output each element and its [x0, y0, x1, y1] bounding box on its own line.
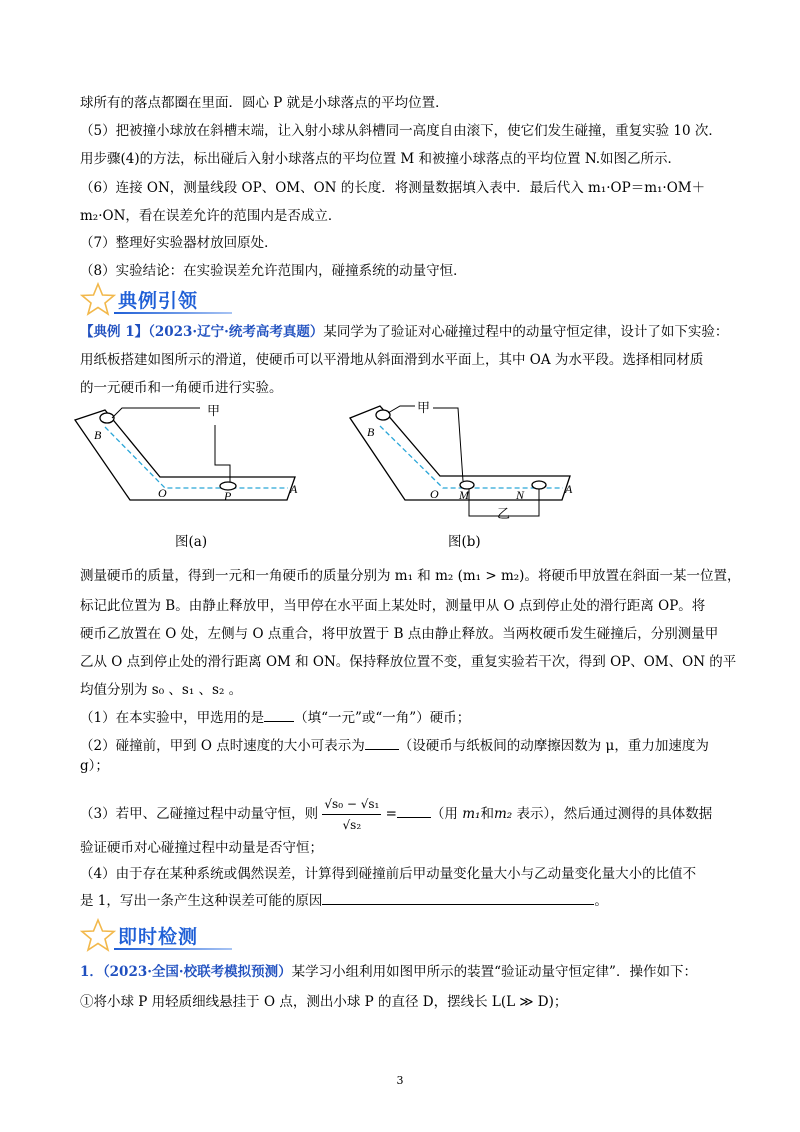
page-number: 3 [396, 1074, 404, 1087]
figure-b-diagram [345, 398, 585, 520]
intro-line-7: （8）实验结论：在实验误差允许范围内，碰撞系统的动量守恒． [80, 263, 467, 279]
label-m-b: M [459, 488, 469, 502]
problem-1-line-1 [80, 962, 697, 982]
intro-line-4: （6）连接 ON，测量线段 OP、OM、ON 的长度．将测量数据填入表中．最后代入 m₁·OP＝m₁·OM＋ [80, 180, 706, 196]
q3-denominator: √s₂ [342, 818, 362, 832]
example-tag: 【典例 1】 [80, 324, 149, 340]
q3-equals: = [385, 806, 397, 822]
problem-1-line-2: ①将小球 P 用轻质细线悬挂于 O 点，测出小球 P 的直径 D，摆线长 L(L ≫ D)； [80, 994, 568, 1010]
body-line-2: 标记此位置为 B。由静止释放甲，当甲停在水平面上某处时，测量甲从 O 点到停止处的滑行距离 OP。将 [80, 598, 706, 614]
q3-fraction [322, 794, 381, 835]
figure-b-caption: 图(b) [448, 534, 481, 550]
coin-jia-b [376, 410, 390, 420]
label-jia-a: 甲 [207, 405, 221, 418]
q1-blank[interactable] [264, 707, 294, 722]
q4-text: 是 1，写出一条产生这种误差可能的原因 [80, 893, 323, 909]
example-line-3: 的一元硬币和一角硬币进行实验。 [80, 380, 283, 396]
body-line-1: 测量硬币的质量，得到一元和一角硬币的质量分别为 m₁ 和 m₂ (m₁ > m₂)。将硬币甲放置在斜面一某一位置， [80, 568, 741, 584]
question-4-line-1: （4）由于存在某种系统或偶然误差，计算得到碰撞前后甲动量变化量大小与乙动量变化量大小的比值不 [80, 866, 697, 882]
label-p-a: P [224, 489, 232, 503]
q2-blank[interactable] [365, 735, 399, 750]
star-icon [80, 918, 116, 952]
label-a-a: A [290, 482, 298, 496]
body-line-3: 硬币乙放置在 O 处，左侧与 O 点重合，将甲放置于 B 点由静止释放。当两枚硬币发生碰撞后，分别测量甲 [80, 626, 719, 642]
problem-number: 1． [80, 964, 103, 980]
question-2 [80, 735, 709, 756]
intro-line-3: 用步骤(4)的方法，标出碰后入射小球落点的平均位置 M 和被撞小球落点的平均位置 N.如图乙所示． [80, 151, 682, 167]
label-n-b: N [516, 488, 525, 502]
question-3 [80, 794, 712, 835]
intro-line-1: 球所有的落点都圈在里面．圆心 P 就是小球落点的平均位置． [80, 95, 449, 111]
section-underline [114, 312, 232, 314]
label-jia-b: 甲 [417, 400, 431, 415]
q2-text-post: （设硬币与纸板间的动摩擦因数为 μ，重力加速度为 [398, 738, 709, 754]
example-line-1 [80, 322, 728, 342]
intro-line-2: （5）把被撞小球放在斜槽末端，让入射小球从斜槽同一高度自由滚下，使它们发生碰撞，重复实验 10 次． [80, 123, 722, 139]
label-yi-b: 乙 [497, 506, 511, 520]
figure-a-diagram [70, 405, 310, 510]
label-a-b: A [565, 482, 573, 496]
label-b-b: B [367, 425, 375, 439]
label-o-a: O [158, 486, 167, 500]
label-o-b: O [430, 487, 439, 501]
body-line-5: 均值分别为 s₀ 、s₁ 、s₂ 。 [80, 682, 243, 698]
question-2-cont: g）； [80, 758, 109, 774]
question-4-line-2 [80, 890, 608, 911]
section-title: 典例引领 [118, 290, 199, 312]
q3-m2: m₂ [493, 806, 513, 822]
q1-text: （1）在本实验中，甲选用的是 [80, 710, 265, 726]
body-line-4: 乙从 O 点到停止处的滑行距离 OM 和 ON。保持释放位置不变，重复实验若干次，得到 OP、OM、ON 的平 [80, 654, 737, 670]
question-3-cont: 验证硬币对心碰撞过程中动量是否守恒； [80, 840, 323, 856]
coin-jia-a [100, 413, 114, 423]
q2-text: （2）碰撞前，甲到 O 点时速度的大小可表示为 [80, 738, 365, 754]
q4-blank[interactable] [322, 890, 594, 905]
section-heading-example [80, 282, 720, 316]
q3-text: （3）若甲、乙碰撞过程中动量守恒，则 [80, 806, 319, 822]
example-text-1: 某同学为了验证对心碰撞过程中的动量守恒定律，设计了如下实验： [323, 324, 729, 340]
intro-line-6: （7）整理好实验器材放回原处． [80, 235, 278, 251]
q3-m1: m₁ [462, 806, 481, 822]
section-underline [114, 948, 232, 950]
section-heading-test [80, 918, 720, 952]
q3-and: 和 [480, 806, 494, 822]
q3-text-mid: （用 [430, 806, 458, 822]
label-b-a: B [94, 428, 102, 442]
figure-a-caption: 图(a) [175, 534, 208, 550]
problem-text-1: 某学习小组利用如图甲所示的装置“验证动量守恒定律”．操作如下： [291, 964, 697, 980]
intro-line-5: m₂·ON，看在误差允许的范围内是否成立． [80, 208, 342, 224]
q3-blank[interactable] [397, 803, 431, 818]
problem-source: （2023·全国·校联考模拟预测） [102, 964, 292, 980]
section-title: 即时检测 [118, 926, 199, 948]
question-1 [80, 707, 470, 728]
q1-text-post: （填“一元”或“一角”）硬币； [294, 710, 471, 726]
q3-text-post: 表示），然后通过测得的具体数据 [516, 806, 713, 822]
q4-end: 。 [594, 893, 608, 909]
example-source: （2023·辽宁·统考高考真题） [148, 324, 324, 340]
q3-numerator: √s₀ − √s₁ [322, 794, 381, 815]
star-icon [80, 282, 116, 316]
coin-n-b [532, 481, 546, 489]
example-line-2: 用纸板搭建如图所示的滑道，使硬币可以平滑地从斜面滑到水平面上，其中 OA 为水平段。选择相同材质 [80, 352, 704, 368]
